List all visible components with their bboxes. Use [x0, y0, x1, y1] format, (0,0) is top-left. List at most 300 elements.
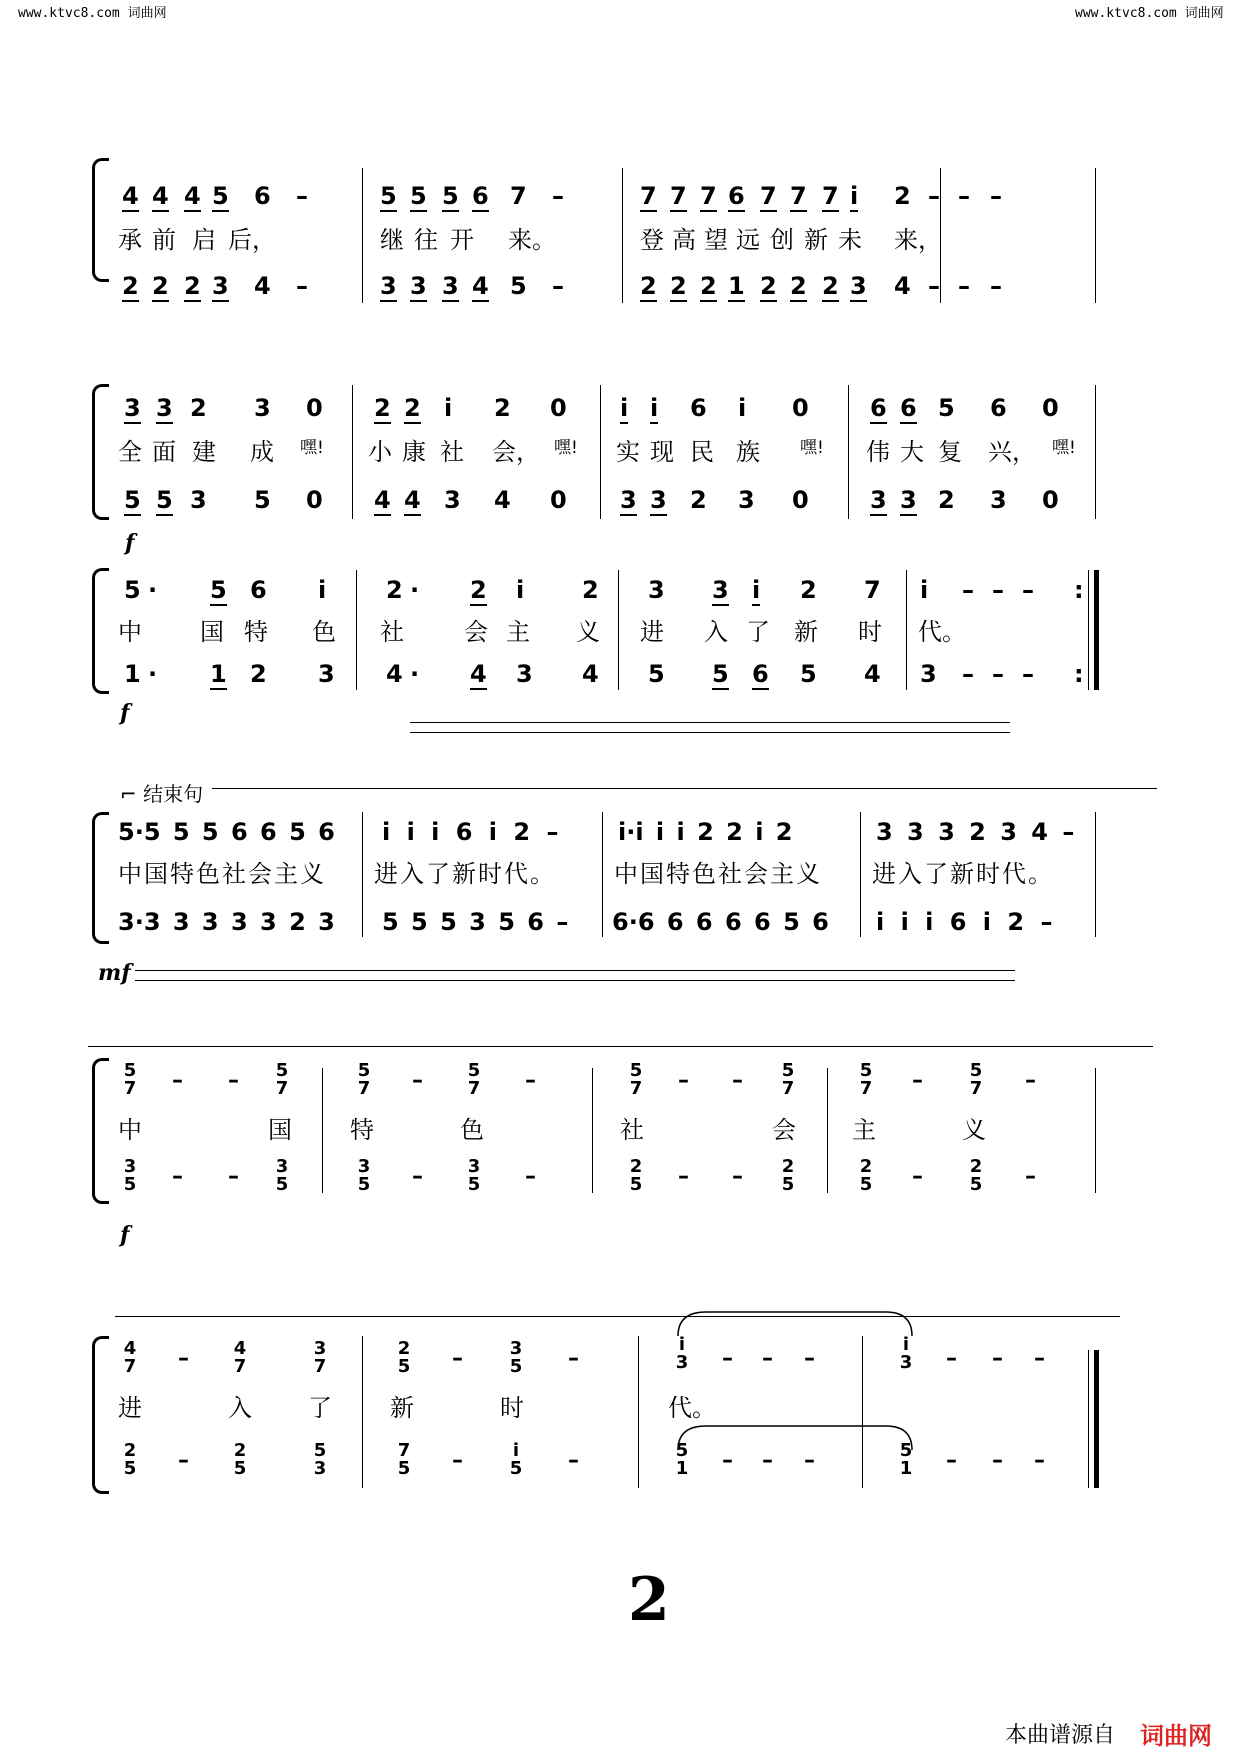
- lyric-char: 国: [268, 1116, 292, 1144]
- barline: [362, 812, 363, 937]
- section-line: [212, 788, 1157, 789]
- hold-dash: –: [804, 1346, 815, 1371]
- stacked-chord: 2 5: [629, 1156, 643, 1195]
- lyric-char: 社: [380, 618, 404, 646]
- note: 2: [760, 272, 777, 300]
- note: 5: [124, 576, 141, 604]
- stacked-chord: 5 7: [859, 1060, 873, 1099]
- dynamic-mark: f: [120, 700, 130, 726]
- system-brace: [92, 812, 109, 944]
- lyric-char: 创: [770, 226, 794, 254]
- note: 6: [870, 394, 887, 422]
- dynamic-mark: f: [120, 1222, 130, 1248]
- hold-dash: –: [678, 1164, 689, 1189]
- lyrics-line: [0, 620, 1240, 660]
- lyric-char: 色: [460, 1116, 484, 1144]
- upper-voice: [0, 578, 1240, 618]
- section-label: ⌐ 结束句: [120, 782, 204, 806]
- note: 2: [640, 272, 657, 300]
- note: 2: [470, 576, 487, 604]
- note: ·: [148, 660, 158, 688]
- note: 3: [444, 486, 461, 514]
- stacked-chord: 5 3: [313, 1440, 327, 1479]
- note: 5: [254, 486, 271, 514]
- note: 3: [648, 576, 665, 604]
- note: –: [296, 182, 308, 210]
- note: 2: [386, 576, 403, 604]
- note: 7: [640, 182, 657, 210]
- lyric-char: 全: [118, 438, 142, 466]
- note: 7: [510, 182, 527, 210]
- note: –: [958, 182, 970, 210]
- note: –: [1022, 660, 1034, 688]
- note: 2: [822, 272, 839, 300]
- note: 6: [900, 394, 917, 422]
- stacked-chord: i 3: [899, 1334, 913, 1373]
- hold-dash: –: [732, 1164, 743, 1189]
- lyric-char: 会: [772, 1116, 796, 1144]
- note: 3: [870, 486, 887, 514]
- note: 2: [690, 486, 707, 514]
- note: 3: [650, 486, 667, 514]
- note: i: [850, 182, 859, 210]
- note: 5: [442, 182, 459, 210]
- lyric-char: 建: [192, 438, 216, 466]
- hold-dash: –: [946, 1448, 957, 1473]
- hold-dash: –: [172, 1164, 183, 1189]
- lyric-char: 中: [118, 1116, 142, 1144]
- lyric-char: 成: [250, 438, 274, 466]
- note: –: [962, 660, 974, 688]
- stacked-chord: 3 5: [509, 1338, 523, 1377]
- hold-dash: –: [172, 1068, 183, 1093]
- lyric-char: 会，: [492, 438, 540, 466]
- hold-dash: –: [992, 1346, 1003, 1371]
- hold-dash: –: [525, 1068, 536, 1093]
- hold-dash: –: [912, 1164, 923, 1189]
- lyric-char: 来。: [508, 226, 556, 254]
- note-group: i·i i i 2 2 i 2: [618, 818, 793, 846]
- note: 4: [152, 182, 169, 210]
- hold-dash: –: [946, 1346, 957, 1371]
- stacked-chord: 4 7: [233, 1338, 247, 1377]
- note: 5: [510, 272, 527, 300]
- note: 3: [900, 486, 917, 514]
- lyric-char: 入: [704, 618, 728, 646]
- lyric-char: 承: [118, 226, 142, 254]
- crescendo-line: [410, 732, 1010, 733]
- lyric-char: 望: [704, 226, 728, 254]
- note: 3: [516, 660, 533, 688]
- note: –: [928, 272, 940, 300]
- note: i: [444, 394, 453, 422]
- note: 5: [410, 182, 427, 210]
- lyric-char: 特: [350, 1116, 374, 1144]
- lyric-char: 主: [506, 618, 530, 646]
- lyric-char: 兴，: [988, 438, 1036, 466]
- note: 0: [550, 394, 567, 422]
- lyric-char: 康: [402, 438, 426, 466]
- stacked-chord: 7 5: [397, 1440, 411, 1479]
- lyric-char: 前: [152, 226, 176, 254]
- top-rule: [88, 1046, 1153, 1047]
- note: 2: [494, 394, 511, 422]
- note-group: 3 3 3 2 3 4 –: [876, 818, 1075, 846]
- note: :: [1074, 576, 1084, 604]
- hold-dash: –: [1025, 1164, 1036, 1189]
- lyric-char: 未: [838, 226, 862, 254]
- stacked-chord: 2 5: [859, 1156, 873, 1195]
- note: 4: [894, 272, 911, 300]
- lyric-phrase: 中国特色社会主义: [118, 860, 326, 888]
- note: 3: [410, 272, 427, 300]
- lyric-char: 民: [690, 438, 714, 466]
- note: 0: [792, 394, 809, 422]
- lyric-char: 了: [746, 618, 770, 646]
- lyric-char: 社: [620, 1116, 644, 1144]
- stacked-chord: 3 5: [275, 1156, 289, 1195]
- note: 4: [472, 272, 489, 300]
- stacked-chord: 5 7: [123, 1060, 137, 1099]
- lyric-char: 特: [244, 618, 268, 646]
- hold-dash: –: [178, 1346, 189, 1371]
- lyric-char: 后，: [228, 226, 276, 254]
- note-group: 5 5 5 3 5 6 –: [382, 908, 569, 936]
- lyric-phrase: 中国特色社会主义: [614, 860, 822, 888]
- lyrics-line: [0, 228, 1240, 268]
- stacked-chord: 5 7: [629, 1060, 643, 1099]
- lyric-char: 代。: [668, 1394, 716, 1422]
- stacked-chord: 5 1: [899, 1440, 913, 1479]
- stacked-chord: 5 7: [781, 1060, 795, 1099]
- note: –: [958, 272, 970, 300]
- lyric-char: 实: [616, 438, 640, 466]
- lyric-char: 继: [380, 226, 404, 254]
- note: 5: [124, 486, 141, 514]
- lyric-char: 小: [368, 438, 392, 466]
- note: 5: [648, 660, 665, 688]
- note: 4: [374, 486, 391, 514]
- note: 2: [404, 394, 421, 422]
- note: 6: [250, 576, 267, 604]
- note: –: [1022, 576, 1034, 604]
- hold-dash: –: [678, 1068, 689, 1093]
- lyric-char: 义: [576, 618, 600, 646]
- note-group: 5·5 5 5 6 6 5 6: [118, 818, 335, 846]
- note: 2: [938, 486, 955, 514]
- note: 5: [212, 182, 229, 210]
- note: 4: [864, 660, 881, 688]
- lower-voice: [0, 662, 1240, 702]
- lyric-char: 主: [852, 1116, 876, 1144]
- stacked-chord: 2 5: [123, 1440, 137, 1479]
- note: i: [620, 394, 629, 422]
- lyrics-line: [0, 440, 1240, 480]
- upper-voice: [0, 396, 1240, 436]
- note: i: [318, 576, 327, 604]
- lyric-char: 社: [440, 438, 464, 466]
- hold-dash: –: [452, 1448, 463, 1473]
- note: 5: [210, 576, 227, 604]
- note: 2: [800, 576, 817, 604]
- upper-voice: [0, 184, 1240, 224]
- hold-dash: –: [525, 1164, 536, 1189]
- stacked-chord: 2 5: [233, 1440, 247, 1479]
- note: 0: [306, 394, 323, 422]
- note: 3: [920, 660, 937, 688]
- lyric-char: 往: [414, 226, 438, 254]
- lyric-char: 色: [312, 618, 336, 646]
- lyric-char: 面: [152, 438, 176, 466]
- hold-dash: –: [412, 1164, 423, 1189]
- stacked-chord: i 5: [509, 1440, 523, 1479]
- stacked-chord: 5 7: [357, 1060, 371, 1099]
- note: 3: [156, 394, 173, 422]
- note: 5: [156, 486, 173, 514]
- lyric-char: 嘿!: [300, 438, 324, 458]
- page-number: 2: [628, 1565, 670, 1635]
- note: 3: [124, 394, 141, 422]
- note: 6: [254, 182, 271, 210]
- note: 4: [122, 182, 139, 210]
- barline: [602, 812, 603, 937]
- hold-dash: –: [228, 1068, 239, 1093]
- note: 6: [472, 182, 489, 210]
- note: –: [992, 576, 1004, 604]
- crescendo-line: [410, 722, 1010, 723]
- stacked-chord: 5 1: [675, 1440, 689, 1479]
- note: 2: [790, 272, 807, 300]
- hold-dash: –: [722, 1448, 733, 1473]
- note-group: 6·6 6 6 6 6 5 6: [612, 908, 829, 936]
- note: –: [992, 660, 1004, 688]
- stacked-chord: 3 7: [313, 1338, 327, 1377]
- watermark-left: www.ktvc8.com 词曲网: [18, 6, 167, 21]
- lyric-char: 远: [736, 226, 760, 254]
- note: 7: [822, 182, 839, 210]
- stacked-chord: 2 5: [781, 1156, 795, 1195]
- note: ·: [410, 660, 420, 688]
- note: 7: [670, 182, 687, 210]
- note: i: [752, 576, 761, 604]
- note: 4: [404, 486, 421, 514]
- hold-dash: –: [178, 1448, 189, 1473]
- hold-dash: –: [568, 1448, 579, 1473]
- hold-dash: –: [1034, 1448, 1045, 1473]
- hold-dash: –: [228, 1164, 239, 1189]
- lyric-char: 来，: [894, 226, 942, 254]
- note: 1: [728, 272, 745, 300]
- note: 2: [700, 272, 717, 300]
- lyric-char: 代。: [918, 618, 966, 646]
- crescendo-line: [135, 980, 1015, 981]
- lyric-char: 时: [858, 618, 882, 646]
- lyric-char: 新: [804, 226, 828, 254]
- note: 0: [792, 486, 809, 514]
- note: 4: [254, 272, 271, 300]
- note: 5: [380, 182, 397, 210]
- hold-dash: –: [412, 1068, 423, 1093]
- hold-dash: –: [992, 1448, 1003, 1473]
- note: 3: [380, 272, 397, 300]
- stacked-chord: 3 5: [467, 1156, 481, 1195]
- stacked-chord: 2 5: [397, 1338, 411, 1377]
- lyric-char: 新: [794, 618, 818, 646]
- hold-dash: –: [762, 1346, 773, 1371]
- note: 7: [790, 182, 807, 210]
- note: –: [552, 182, 564, 210]
- lyric-char: 国: [200, 618, 224, 646]
- note: 2: [250, 660, 267, 688]
- note: 6: [990, 394, 1007, 422]
- footer-source: 本曲谱源自: [1005, 1723, 1116, 1748]
- lyric-char: 高: [672, 226, 696, 254]
- note: –: [990, 182, 1002, 210]
- stacked-chord: 4 7: [123, 1338, 137, 1377]
- note: 3: [990, 486, 1007, 514]
- lyric-char: 族: [736, 438, 760, 466]
- crescendo-line: [135, 970, 1015, 971]
- lyric-char: 中: [118, 618, 142, 646]
- hold-dash: –: [912, 1068, 923, 1093]
- note: 2: [152, 272, 169, 300]
- lyric-char: 嘿!: [554, 438, 578, 458]
- note: ·: [410, 576, 420, 604]
- note: 6: [728, 182, 745, 210]
- hold-dash: –: [722, 1346, 733, 1371]
- note: –: [296, 272, 308, 300]
- stacked-chord: 5 7: [969, 1060, 983, 1099]
- note: –: [990, 272, 1002, 300]
- lyric-char: 启: [192, 226, 216, 254]
- hold-dash: –: [762, 1448, 773, 1473]
- hold-dash: –: [804, 1448, 815, 1473]
- lyric-char: 开: [450, 226, 474, 254]
- note: 3: [712, 576, 729, 604]
- note: 3: [254, 394, 271, 422]
- dynamic-mark: mf: [98, 960, 131, 986]
- lyrics-line: [0, 1396, 1240, 1436]
- note: 0: [1042, 394, 1059, 422]
- note: 6: [690, 394, 707, 422]
- note: –: [962, 576, 974, 604]
- lyrics-line: [0, 1118, 1240, 1158]
- note: 7: [700, 182, 717, 210]
- note: 2: [374, 394, 391, 422]
- note: 4: [494, 486, 511, 514]
- note: 7: [760, 182, 777, 210]
- note: 5: [712, 660, 729, 688]
- note: 6: [752, 660, 769, 688]
- note: 5: [800, 660, 817, 688]
- note: i: [738, 394, 747, 422]
- note: 2: [184, 272, 201, 300]
- lyric-char: 会: [464, 618, 488, 646]
- stacked-chord: 3 5: [123, 1156, 137, 1195]
- note: 3: [738, 486, 755, 514]
- note: 7: [864, 576, 881, 604]
- tie-arc: [676, 1308, 916, 1338]
- lyric-char: 复: [938, 438, 962, 466]
- note: :: [1074, 660, 1084, 688]
- lyric-phrase: 进入了新时代。: [872, 860, 1054, 888]
- hold-dash: –: [452, 1346, 463, 1371]
- top-rule: [115, 1316, 1120, 1317]
- note: 0: [550, 486, 567, 514]
- hold-dash: –: [732, 1068, 743, 1093]
- note: 3: [318, 660, 335, 688]
- barline: [1095, 812, 1096, 937]
- lyric-char: 嘿!: [1052, 438, 1076, 458]
- hold-dash: –: [568, 1346, 579, 1371]
- note: 4: [582, 660, 599, 688]
- lyric-char: 入: [228, 1394, 252, 1422]
- note: 0: [306, 486, 323, 514]
- stacked-chord: 3 5: [357, 1156, 371, 1195]
- note: 4: [386, 660, 403, 688]
- note: 3: [190, 486, 207, 514]
- lyric-char: 伟: [866, 438, 890, 466]
- note: 5: [938, 394, 955, 422]
- stacked-chord: 5 7: [275, 1060, 289, 1099]
- dynamic-mark: f: [125, 530, 135, 556]
- lyric-phrase: 进入了新时代。: [374, 860, 556, 888]
- note: 2: [122, 272, 139, 300]
- note-group: i i i 6 i 2 –: [876, 908, 1053, 936]
- note: 4: [184, 182, 201, 210]
- lyric-char: 义: [962, 1116, 986, 1144]
- note: 3: [620, 486, 637, 514]
- note: i: [650, 394, 659, 422]
- lyric-char: 进: [118, 1394, 142, 1422]
- note: i: [516, 576, 525, 604]
- lyric-char: 嘿!: [800, 438, 824, 458]
- barline: [860, 812, 861, 937]
- note: 4: [470, 660, 487, 688]
- note: 1: [124, 660, 141, 688]
- note: 3: [212, 272, 229, 300]
- hold-dash: –: [1025, 1068, 1036, 1093]
- note: 3: [850, 272, 867, 300]
- watermark-right: www.ktvc8.com 词曲网: [1075, 6, 1224, 21]
- hold-dash: –: [1034, 1346, 1045, 1371]
- footer-brand: 词曲网: [1140, 1722, 1212, 1750]
- lyric-char: 时: [500, 1394, 524, 1422]
- note: 0: [1042, 486, 1059, 514]
- lower-voice: [0, 488, 1240, 528]
- lyric-char: 新: [390, 1394, 414, 1422]
- note: 2: [894, 182, 911, 210]
- lyric-char: 进: [640, 618, 664, 646]
- note: 1: [210, 660, 227, 688]
- lyric-char: 登: [640, 226, 664, 254]
- note: ·: [148, 576, 158, 604]
- note: 2: [670, 272, 687, 300]
- stacked-chord: 5 7: [467, 1060, 481, 1099]
- lower-voice: [0, 274, 1240, 314]
- note: i: [920, 576, 929, 604]
- section-bracket-icon: ⌐: [120, 782, 144, 806]
- note: 2: [190, 394, 207, 422]
- note: 2: [582, 576, 599, 604]
- note-group: 3·3 3 3 3 3 2 3: [118, 908, 335, 936]
- note: –: [552, 272, 564, 300]
- lyric-char: 现: [650, 438, 674, 466]
- lyric-char: 大: [900, 438, 924, 466]
- note: –: [928, 182, 940, 210]
- lyric-char: 了: [308, 1394, 332, 1422]
- note: 3: [442, 272, 459, 300]
